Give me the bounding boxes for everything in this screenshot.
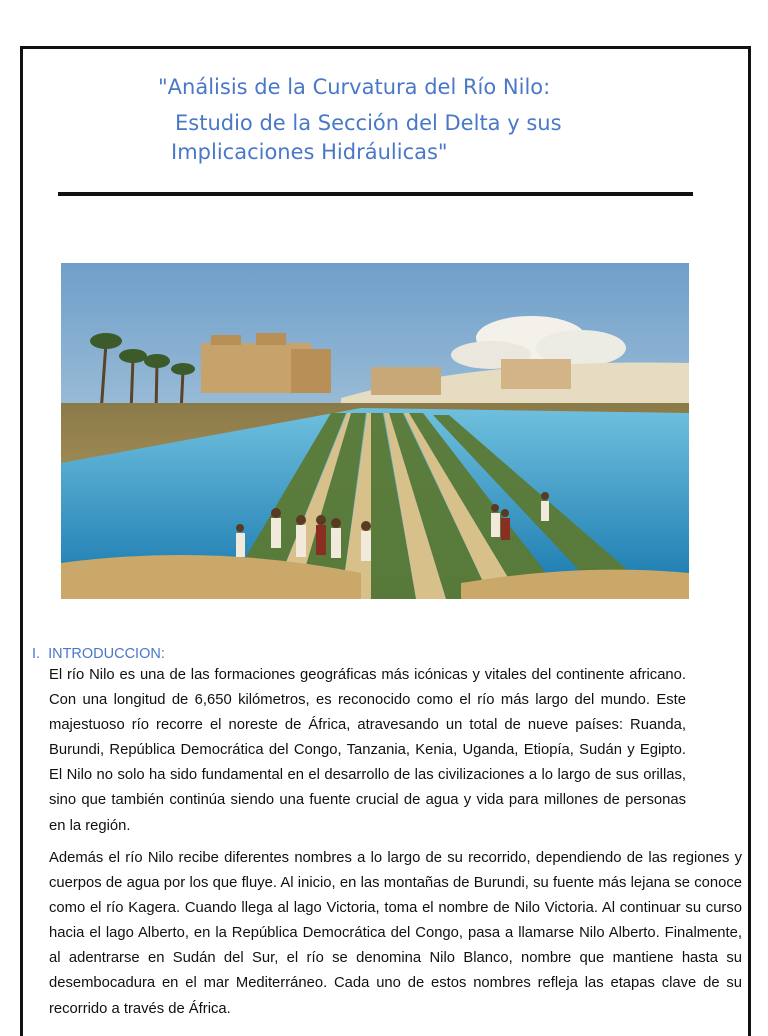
- document-title-line-3: Implicaciones Hidráulicas": [171, 140, 448, 164]
- section-heading-text: INTRODUCCION:: [48, 646, 165, 662]
- section-heading: [32, 646, 165, 662]
- section-number: I.: [32, 646, 41, 662]
- intro-paragraph-2: Además el río Nilo recibe diferentes nombres a lo largo de su recorrido, dependiendo de las regiones y cuerpos de agua por los que fluye. Al inicio, en las montañas de Burundi, su fuente más lejana se conoce como el río Kagera. Cuando llega al lago Victoria, toma el nombre de Nilo Victoria. Al continuar su curso hacia el lago Alberto, en la República Democrática del Congo, pasa a llamarse Nilo Alberto. Finalmente, al adentrarse en Sudán del Sur, el río se denomina Nilo Blanco, nombre que mantiene hasta su desembocadura en el mar Mediterráneo. Cada uno de estos nombres refleja las etapas clave de su recorrido a través de África.: [49, 850, 742, 1017]
- document-title-line-1: "Análisis de la Curvatura del Río Nilo:: [158, 75, 551, 99]
- title-divider: [58, 192, 693, 196]
- nile-delta-farmers-illustration: [61, 263, 689, 599]
- intro-paragraph-1: El río Nilo es una de las formaciones geográficas más icónicas y vitales del continente africano. Con una longitud de 6,650 kilómetros, es reconocido como el río más largo del mundo. Este majestuoso río recorre el noreste de África, atravesando un total de nueve países: Ruanda, Burundi, República Democrática del Congo, Tanzania, Kenia, Uganda, Etiopía, Sudán y Egipto. El Nilo no solo ha sido fundamental en el desarrollo de las civilizaciones a lo largo de sus orillas, sino que también continúa siendo una fuente crucial de agua y vida para millones de personas en la región.: [49, 667, 686, 834]
- document-title-line-2: Estudio de la Sección del Delta y sus: [175, 111, 562, 135]
